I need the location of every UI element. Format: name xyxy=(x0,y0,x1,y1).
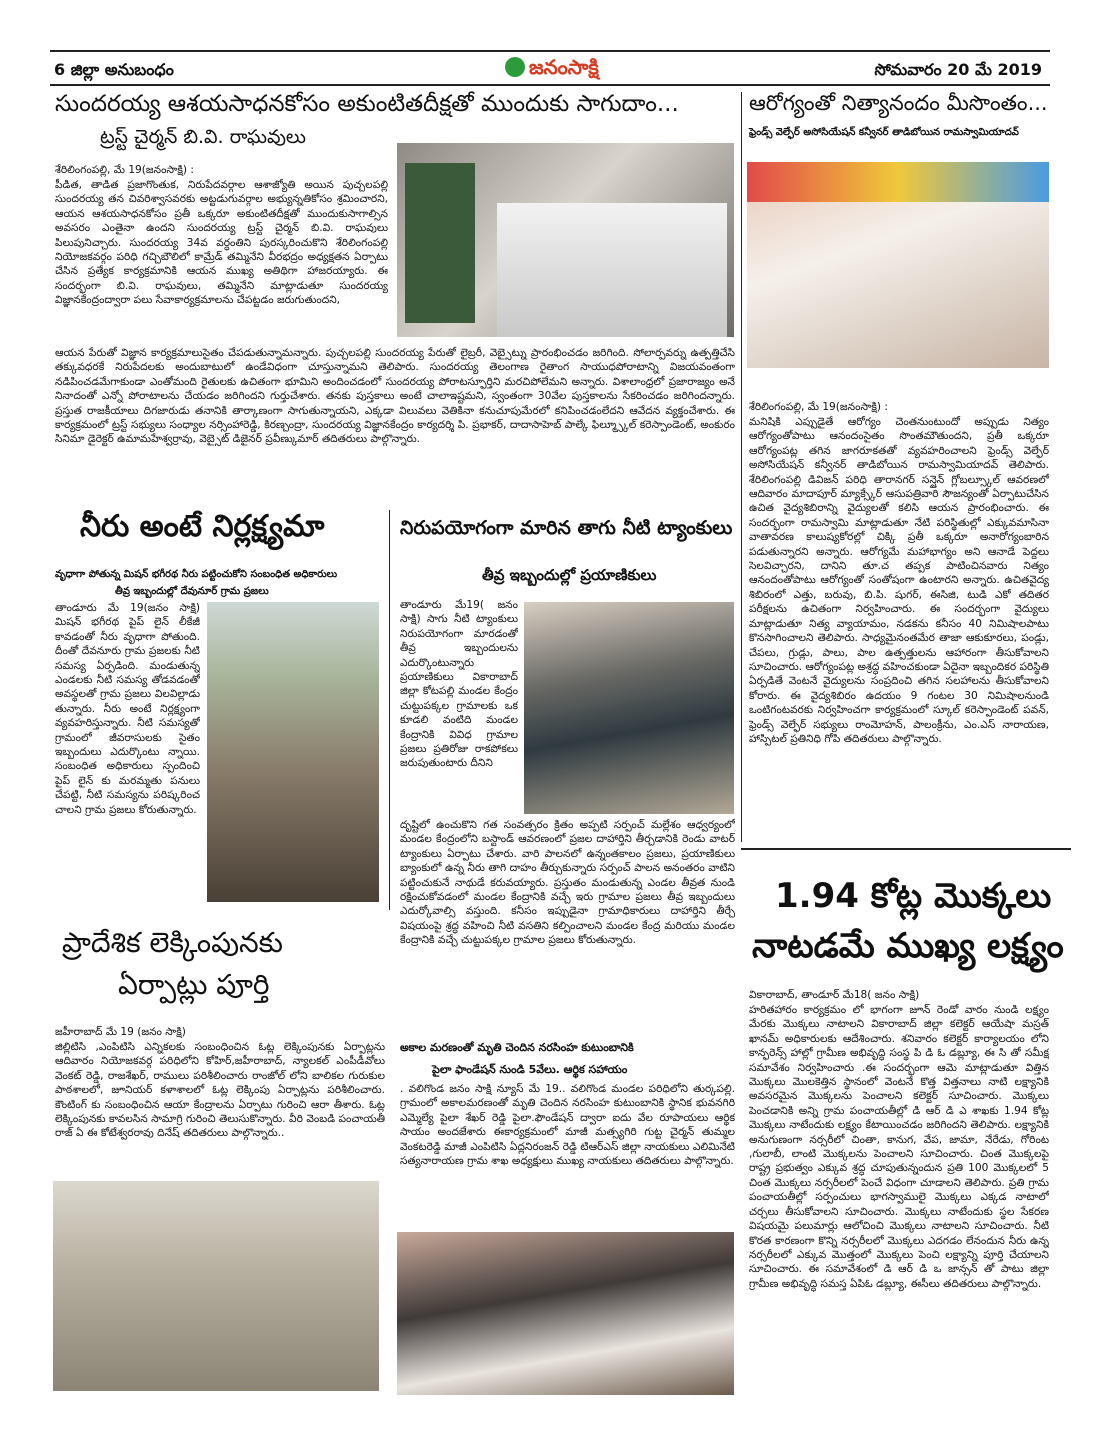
rainbow-wall xyxy=(747,162,1049,202)
article2-subhead: ఫ్రెండ్స్ వెల్ఫేర్ అసోసియేషన్ కన్వీనర్ తాడిబోయిన రామస్వామియాదవ్ xyxy=(749,127,1019,138)
page-number: 6 జిల్లా అనుబంధం xyxy=(54,60,174,79)
article3-subhead2: తీవ్ర ఇబ్బందుల్లో దేవునూర్ గ్రామ ప్రజలు xyxy=(115,586,269,597)
article6-headline2: పైలా ఫాండేషన్ నుండి 5వేలు. ఆర్థిక సహాయం xyxy=(432,1063,628,1076)
article3-divider xyxy=(389,510,390,910)
article2-dateline: శేరిలింగంపల్లి, మే 19(జనంసాక్షి) : xyxy=(749,401,889,413)
article5-photo xyxy=(53,1181,379,1391)
article6-photo xyxy=(397,1232,734,1395)
article2-headline: ఆరోగ్యంతో నిత్యానందం మీసొంతం... xyxy=(749,91,1048,115)
top-rule xyxy=(50,50,1050,52)
masthead-logo xyxy=(505,53,615,81)
article3-headline: నీరు అంటే నిర్లక్ష్యమా xyxy=(80,509,325,544)
article1-headline: సుందరయ్య ఆశయసాధనకోసం అకుంటితదీక్షతో ముందుకు సాగుదాం... xyxy=(55,91,679,117)
logo-text: జనంసాక్షి xyxy=(529,55,599,79)
article2-bottom-rule xyxy=(741,848,1071,850)
people-group xyxy=(497,203,727,337)
article7-headline-line1: 1.94 కోట్ల మొక్కలు xyxy=(775,876,1052,916)
article5-headline-line1: ప్రాదేశిక లెక్కింపునకు xyxy=(62,926,283,959)
article7-body: హరితహారం కార్యక్రమం లో భాగంగా జూన్ రెండో వారం నుండి లక్ష్యం మేరకు మొక్కలు నాటాలని వికారాబాద్ జిల్లా కలెక్టర్ ఆయేషా మస్రత్ ఖానమ్ అధికారులకు ఆదేశించారు. శనివారం కలెక్టర్ కార్యాలయం లోని కాన్ఫరెన్స్ హాల్లో గ్రామీణ అభివృద్ధి సంస్థ పి డి ఓ డబ్ల్యూ, ఈ సి తో సమీక్ష సమావేశం నిర్వహించారు .ఈ సందర్భంగా ఆమె మాట్లాడుతూ విత్తిన మొక్కలు మొలకెత్తిన స్థానంలో వెంటనే కొత్త విత్తనాలు నాటి లక్ష్యానికి అవసరమైన మొక్కలను పెంచాలని కలెక్టర్ సూచించారు. మొక్కలు పెంచడానికి అన్ని గ్రామ పంచాయతీల్లో డి ఆర్ డి ఎ శాఖకు 1.94 కోట్ల మొక్కలు నాటేందుకు లక్ష్యం కేటాయించడం జరిగిందని తెలిపారు. లక్ష్యానికి అనుగుణంగా నర్సరీలో చింతా, కానుగ, వేప, జామా, నేరేడు, గోరింట ,గులాబీ, లాంటి మొక్కలను పెంచాలని సూచించారు. చింత మొక్కలపై రాష్ట్ర ప్రభుత్వం ఎక్కువ శ్రద్ధ చూపుతున్నందున ప్రతి 100 మొక్కలలో 5 చింత మొక్కలు నర్సరీలలో పెంచే విధంగా చూడాలని తెలిపారు. ప్రతి గ్రామ పంచాయతీల్లో సర్పంచులు భాగస్వాములై మొక్కలు ఎక్కడ నాటాలో చర్చలు తీసుకోవాలని సూచించారు. మొక్కలు నాటేందుకు స్థల సేకరణ విషయమై పలుమార్లు ఆలోచించి మొక్కలు నాటాలని సూచించారు. నీటి కొరత కారణంగా కొన్ని నర్సరీలలో మొక్కలు ఎదగడం లేనందున నీరు ఉన్న నర్సరీలలో ఎక్కువ మొత్తంలో మొక్కలు పెంచి లక్ష్యాన్ని పూర్తి చేయాలని సూచించారు. ఈ సమావేశంలో డి ఆర్ డి ఒ జాన్సన్ తో పాటు జిల్లా గ్రామీణ అభివృద్ధి సమస్త ఏపిఓ డబ్ల్యూ, ఈసీలు తదితరులు పాల్గొన్నారు. xyxy=(749,1004,1049,1290)
article1-body-wide: ఆయన పేరుతో విజ్ఞాన కార్యక్రమాలుసైతం చేపడుతున్నామన్నారు. పుచ్చలపల్లి సుందరయ్య పేరుతో లైబ్రరీ, వెబ్సైట్ను ప్రారంభించడం జరిగింది. సోలార్పవర్ను ఉత్పత్తిచేసి తక్కువధరకే నిరుపేదలకు అందుబాటులో ఉండేవిధంగా చూస్తున్నామని తెలిపారు. సుందరయ్య తెలంగాణ రైతాంగ సాయుధపోరాటాన్ని విజయవంతంగా నడిపించడమేగాకుండా ఎంతోమంది రైతులకు ఉచితంగా భూమిని అందించడంలో సుందరయ్య పోరాటస్ఫూర్తిని మరచిపోలేమని అన్నారు. విశాలాంధ్రలో ప్రజారాజ్యం అనే నినాదంతో ఎన్నో పోరాటాలను చేయడం జరిగిందని గుర్తుచేశారు. తనకు పుస్తకాలు అంటే చాలాఇష్టమని, స్వంతంగా 30వేల పుస్తకాలను సేకరించడం జరిగిందన్నారు. ప్రస్తుత రాజకీయాలు దిగజారుడు తనానికి తార్కాణంగా సాగుతున్నాయని, ఎక్కడా విలువలు వెతికినా కనుచూపుమేరలో కనిపించడంలేదని ఆవేదన వ్యక్తంచేశారు. ఈ కార్యక్రమంలో ట్రస్ట్ సభ్యులు సంధ్యాల నర్సింహారెడ్డి, కిరణ్చంద్రా, సుందరయ్య విజ్ఞానకేంద్రం కార్యదర్శి పి. ప్రభాకర్, దాదాసాహెబ్ పాల్కే ఫిల్మ్స్కూల్ కరెస్పాండెంట్, అంకురం సినిమా డైరెక్టర్ ఉమామహేశ్వర్రావు, వెబ్సైట్ డిజైనర్ ప్రవీణ్కుమార్ తదితరులు పాల్గొన్నారు. xyxy=(55,347,735,446)
article5-body: జిల్లిటిసి ,ఎంపిటిసి ఎన్నికలకు సంబంధించిన ఓట్ల లెక్కింపునకు ఏర్పాట్లను ఆదివారం నియోజకవర్గ పరిధిలోని కోహిర్,జహీరాబాద్, న్యాలకల్ ఎంపీడీవోలు వెంకట్ రెడ్డి, రాజశేఖర్, రాములు పరిశీలించారు రాంజోల్ లోని బాలికల గురుకుల పాఠశాలలో, జూనియర్ కళాశాలలో ఓట్ల లెక్కింపు ఏర్పాట్లను పరిశీలించారు. కౌంటింగ్ కు సంబంధించిన ఆయా కేంద్రాలను ఏర్పాటు గురించి ఆరా తీశారు. ఓట్ల లెక్కింపునకు కావలసిన సామాగ్రి గురించి తెలుసుకొన్నారు. వీరి వెంబడి పంచాయతీ రాజ్ ఏ ఈ కోటేశ్వరరావు దినేష్ తదితరులు పాల్గొన్నారు.. xyxy=(55,1041,385,1140)
newspaper-logo-icon xyxy=(505,57,525,77)
article7-dateline: వికారాబాద్, తాండూర్ మే18( జనం సాక్షి) xyxy=(749,989,920,1001)
article1-dateline: శేరిలింగంపల్లి, మే 19(జనంసాక్షి) : xyxy=(55,164,195,176)
article3-subhead1: వృధాగా పోతున్న మిషన్ భగీరథ నీరు పట్టించుకోని సంబంధిత అధికారులు xyxy=(55,569,338,580)
article1-body-column: పీడిత, తాడిత ప్రజాగొంతుక, నిరుపేదవర్గాల ఆశాజ్యోతి అయిన పుచ్చలపల్లి సుందరయ్య తన చివరిశ్వాసవరకు అట్టడుగువర్గాల అభ్యున్నతికోసం శ్రమించారని, ఆయన ఆశయసాధనకోసం ప్రతీ ఒక్కరూ అకుంటితదీక్షతో ముందుకుసాగాల్సిన అవసరం ఎంతైనా ఉందని సుందరయ్య ట్రస్ట్ చైర్మన్ బి.వి. రాఘవులు పిలుపునిచ్చారు. సుందరయ్య 34వ వర్ధంతిని పురస్కరించుకొని శేరిలింగంపల్లి నియోజకవర్గం పరిధి గచ్చిబౌలిలో కామ్రేడ్ తమ్మినేని వీరభద్రం అధ్యక్షతన ఏర్పాటు చేసిన ప్రత్యేక కార్యక్రమానికి ఆయన ముఖ్య అతిథిగా హాజరయ్యారు. ఈ సందర్భంగా బి.వి. రాఘవులు, తమ్మినేని మాట్లాడుతూ సుందరయ్య విజ్ఞానకేంద్రంద్వారా పలు సేవాకార్యక్రమాలను చేపట్టడం జరుగుతుందని, xyxy=(55,179,388,307)
article4-body-wide: దృష్టిలో ఉంచుకొని గత సంవత్సరం క్రితం అప్పటి సర్పంచ్ మల్లేశం ఆధ్వర్యంలో మండల కేంద్రంలోని బస్టాండ్ ఆవరణంలో ప్రజల దాహార్తిని తీర్చడానికి రెండు వాటర్ ట్యాంకులు ఏర్పాటు చేశారు. వారి పాలనలో ఉన్నంతకాలం ప్రజలు, ప్రయాణికులు బ్యాంకులో ఉన్న నీరు తాగి దాహం తీర్చుకున్నారు సర్పంచ్ పాలన అనంతరం వాటిని పట్టించుకునే నాథుడే కరువయ్యారు. ప్రస్తుతం మండుతున్న ఎండల తీవ్రత నుండి రక్షించుకోవడంలో మండల కేంద్రానికి వచ్చే ఇరు గ్రామాల ప్రజలు తీవ్ర ఇబ్బందులు ఎదుర్కోవాల్సి వస్తుంది. కనీసం ఇప్పుడైనా గ్రామాధికారులు దాహార్తిని తీర్చే విషయంపై శ్రద్ధ వహించి నీటి వసతిని కల్పించాలని మండల కేంద్ర మరియు మండల కేంద్రానికి వచ్చే చుట్టుపక్కల గ్రామాల ప్రజలు కోరుతున్నారు. xyxy=(400,819,735,947)
article4-headline: నిరుపయోగంగా మారిన తాగు నీటి ట్యాంకులు xyxy=(400,517,733,539)
article6-body: . వలిగొండ జనం సాక్షి న్యూస్ మే 19.. వలిగొండ మండల పరిధిలోని తుర్కపల్లి. గ్రామంలో అకాలమరణంతో మృతి చెందిన నరసింహ కుటుంబానికి స్థానిక భువనగిరి ఎమ్మెల్యే పైలా శేఖర్ రెడ్డి పైలా.ఫౌండేషన్ ద్వారా ఐదు వేల రూపాయలు ఆర్థిక సాయం అందజేశారు ఈకార్యక్రమంలో మాజీ మత్స్యగిరి గుట్ట చైర్మన్ తుమ్మల వెంకటరెడ్డి మాజీ ఎంపిటిసి ఏద్లనిరంజన్ రెడ్డి టిఆర్ఎస్ జిల్లా నాయకులు ఎలిమినేటి సత్యనారాయణ గ్రామ శాఖ అధ్యక్షులు ముఖ్య నాయకులు తదితరులు పాల్గొన్నారు. xyxy=(400,1083,735,1168)
portrait-frame xyxy=(405,163,475,323)
article5-dateline: జహీరాబాద్ మే 19 (జనం సాక్షి) xyxy=(55,1026,186,1038)
article3-photo xyxy=(207,602,379,902)
article1-photo xyxy=(397,143,734,337)
article4-body-column: తాండూరు మే19( జనం సాక్షి) సాగు నీటి ట్యాంకులు నిరుపయోగంగా మారడంతో తీవ్ర ఇబ్బందులను ఎదుర్కొంటున్నారు ప్రయాణికులు వికారాబాద్ జిల్లా కోటపల్లి మండల కేంద్రం చుట్టుపక్కల గ్రామాలకు ఒక కూడలి వంటిది మండల కేంద్రానికి వివిధ గ్రామాల ప్రజలు ప్రతిరోజు రాకపోకలు జరుపుతుంటారు దీనిని xyxy=(400,599,518,770)
header-rule xyxy=(50,84,1050,86)
article2-body: మనిషికి ఎప్పుడైతే ఆరోగ్యం చెంతనుంటుందో అప్పుడు నిత్యం ఆరోగ్యంతోపాటు ఆనందంసైతం సొంతమౌతుందని, ప్రతీ ఒక్కరూ ఆరోగ్యంపట్ల తగిన జాగరూకతతో వ్యవహరించాలని ఫ్రెండ్స్ వెల్ఫేర్ అసోసియేషన్ కన్వీనర్ తాడిబోయిన రామస్వామియాదవ్ తెలిపారు. శేరిలింగంపల్లి డివిజన్ పరిధి తారానగర్ సన్షైన్ గ్లోబల్స్కూల్ ఆవరణలో ఆదివారం మాదాపూర్ మ్యాక్స్కేర్ ఆసుపత్రివారి సౌజన్యంతో ఏర్పాటుచేసిన ఉచిత వైద్యశిబిరాన్ని వైద్యులతో కలిసి ఆయన ప్రారంభించారు. ఈ సందర్భంగా రామస్వామి మాట్లాడుతూ నేటి పరిస్థితుల్లో ఎక్కువమాసినా వాతావరణ కాలుష్యకోరల్లో చిక్కి ప్రతీ ఒక్కరూ అనారోగ్యంబారిన పడుతున్నారని అన్నారు. ఆరోగ్యమే మహాభాగ్యం అని ఆనాడే పెద్దలు సెలవిచ్చారని, దానిని తూ.చ తప్పక పాటించినవారు నిత్యం ఆనందంతోపాటు ఆరోగ్యంతో సంతోషంగా ఉంటారని అన్నారు. ఉచితవైద్య శిబిరంలో ఎత్తు, బరువు, బి.పి. షుగర్, ఈసిజి, టుడి ఎకో తదితర పరీక్షలను ఉచితంగా నిర్వహించారు. ఈ సందర్భంగా వైద్యులు మాట్లాడుతూ నిత్య వ్యాయామం, నడకను కనీసం 40 నిమిషాలపాటు కొనసాగించాలని తెలిపారు. సాధ్యమైనంతమేర తాజా ఆకుకూరలు, పండ్లు, చేపలు, గ్రుడ్లు, పాలు, పాల ఉత్పత్తులను ఆహారంగా తీసుకోవాలని సూచించారు. ఆరోగ్యంపట్ల అశ్రద్ధ వహించకుండా ఏదైనా ఇబ్బందికర పరిస్థితి ఏర్పడితే వెంటనే వైద్యులను సంప్రదించి తగిన సలహాలను తీసుకోవాలని కోరారు. ఈ వైద్యశిబిరం ఉదయం 9 గంటల 30 నిమిషాలనుండి ఒంటిగంటవరకు నిర్వహించగా కార్యక్రమంలో స్కూల్ కరెస్పాండెంట్ పవన్, ఫ్రెండ్స్ వెల్ఫేర్ సభ్యులు రాంమోహన్, పాలంక్రీను, ఎం.ఎస్ నారాయణ, హాస్పిటల్ ప్రతినిధి గోపి తదితరులు పాల్గొన్నారు. xyxy=(749,416,1049,745)
article4-photo xyxy=(524,602,734,814)
article5-headline-line2: ఏర్పాట్లు పూర్తి xyxy=(118,968,270,1001)
issue-date: సోమవారం 20 మే 2019 xyxy=(874,60,1042,79)
article6-headline1: అకాల మరణంతో మృతి చెందిన నరసింహ కుటుంబానికి xyxy=(400,1041,634,1054)
article1-subhead: ట్రస్ట్ చైర్మన్ బి.వి. రాఘవులు xyxy=(100,126,306,148)
article4-subhead: తీవ్ర ఇబ్బందుల్లో ప్రయాణికులు xyxy=(482,566,657,584)
column-divider xyxy=(741,92,742,842)
article7-headline-line2: నాటడమే ముఖ్య లక్ష్యం xyxy=(752,926,1064,966)
article3-body: తాండూరు మే 19(జనం సాక్షి) మిషన్ భగీరథ పైప్ లైన్ లీకేజీ కావడంతో నీరు వృధాగా పోతుంది. దీంతో దేవనూరు గ్రామ ప్రజలకు నీటి సమస్య ఏర్పడింది. మండుతున్న ఎండలకు నీటి సమస్య తోడవడంతో అవస్థలతో గ్రామ ప్రజలు విలవిల్లాడు తున్నారు. నీరు అంటే నిర్లక్ష్యంగా వ్యవహరిస్తున్నారు. నీటి సమస్యతో గ్రామంలో జీవరాసులకు సైతం ఇబ్బందులు ఎదుర్కొంటు న్నాయి. సంబంధిత అధికారులు స్పందించి పైప్ లైన్ కు మరమ్మతు పనులు చేపట్టి, నీటి సమస్యను పరిష్కరించ చాలని గ్రామ ప్రజలు కోరుతున్నారు. xyxy=(55,602,200,816)
article2-photo xyxy=(747,162,1049,368)
